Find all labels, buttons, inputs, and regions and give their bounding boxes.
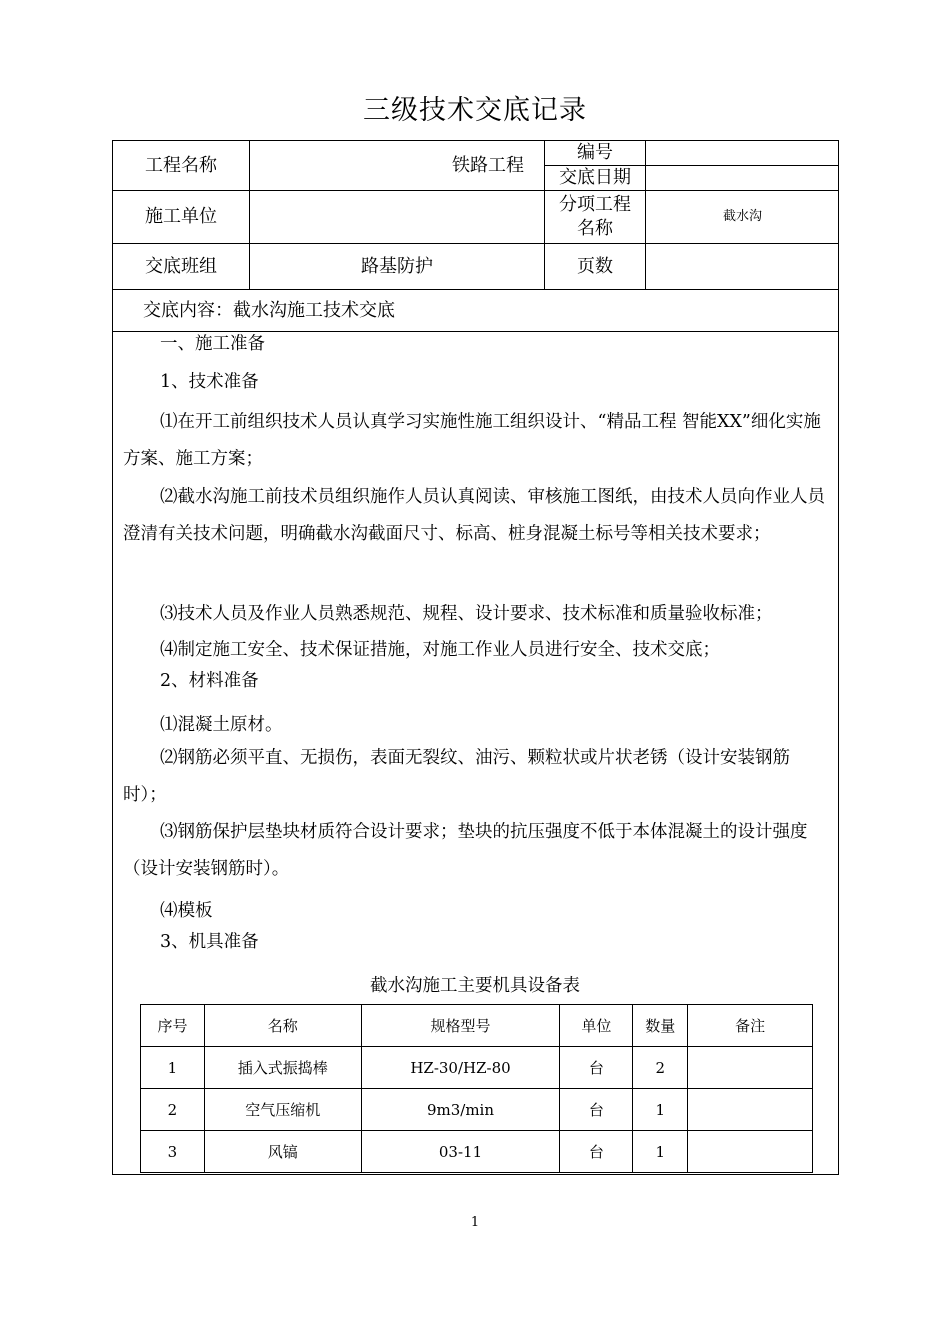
pages-label: 页数 [577,255,613,277]
serial-value [646,141,839,165]
table-cell [688,1089,813,1131]
paragraph: ⑶钢筋保护层垫块材质符合设计要求；垫块的抗压强度不低于本体混凝土的设计强度（设计安装钢筋时）。 [123,822,808,879]
unit-value [250,191,544,243]
subitem-label: 分项工程名称 [559,194,631,239]
team-value: 路基防护 [361,255,433,277]
table-row [141,1131,813,1173]
paragraph: ⑶技术人员及作业人员熟悉规范、规程、设计要求、技术标准和质量验收标准； [160,604,773,624]
paragraph: ⑷制定施工安全、技术保证措施，对施工作业人员进行安全、技术交底； [160,640,720,660]
table-cell: 1 [633,1089,688,1131]
date-value [646,166,839,190]
table-row [141,1089,813,1131]
column-header: 序号 [141,1005,205,1047]
equipment-table-title: 截水沟施工主要机具设备表 [370,976,580,996]
table-cell: 风镐 [204,1131,361,1173]
subsection-heading: 2、材料准备 [160,671,259,691]
paragraph: ⑷模板 [160,901,213,921]
paragraph: ⑴在开工前组织技术人员认真学习实施性施工组织设计、“精品工程 智能XX”细化实施方案、施工方案； [123,412,821,469]
table-cell: 2 [141,1089,205,1131]
team-label: 交底班组 [145,255,217,277]
column-header: 数量 [633,1005,688,1047]
column-header: 单位 [560,1005,633,1047]
subsection-heading: 1、技术准备 [160,372,259,392]
section-heading: 一、施工准备 [160,334,265,354]
project-name-value: 铁路工程 [452,154,524,176]
table-cell: 9m3/min [361,1089,560,1131]
unit-label: 施工单位 [145,206,217,227]
subsection-heading: 3、机具准备 [160,932,259,952]
table-cell: 空气压缩机 [204,1089,361,1131]
table-cell: 03-11 [361,1131,560,1173]
page-number: 1 [470,1215,480,1230]
content-heading: 交底内容：截水沟施工技术交底 [143,299,395,321]
page-title: 三级技术交底记录 [363,95,587,126]
table-cell: 1 [633,1131,688,1173]
table-cell: 插入式振捣棒 [204,1047,361,1089]
project-name-label: 工程名称 [145,154,217,176]
table-cell: 2 [633,1047,688,1089]
date-label: 交底日期 [559,167,631,188]
table-cell [688,1047,813,1089]
column-header: 名称 [204,1005,361,1047]
table-cell: 1 [141,1047,205,1089]
table-cell: 台 [560,1131,633,1173]
table-cell: 3 [141,1131,205,1173]
column-header: 备注 [688,1005,813,1047]
subitem-value: 截水沟 [722,209,762,224]
equipment-table [140,1004,813,1173]
paragraph: ⑵钢筋必须平直、无损伤，表面无裂纹、油污、颗粒状或片状老锈（设计安装钢筋时）； [123,748,790,805]
paragraph: ⑵截水沟施工前技术员组织施作人员认真阅读、审核施工图纸，由技术人员向作业人员澄清有关技术问题，明确截水沟截面尺寸、标高、桩身混凝土标号等相关技术要求； [123,487,825,544]
serial-label: 编号 [577,142,613,163]
table-cell: 台 [560,1089,633,1131]
table-cell [688,1131,813,1173]
paragraph: ⑴混凝土原材。 [160,715,283,735]
pages-value [646,244,839,289]
table-cell: HZ-30/HZ-80 [361,1047,560,1089]
table-header-row [141,1005,813,1047]
table-cell: 台 [560,1047,633,1089]
table-row [141,1047,813,1089]
column-header: 规格型号 [361,1005,560,1047]
